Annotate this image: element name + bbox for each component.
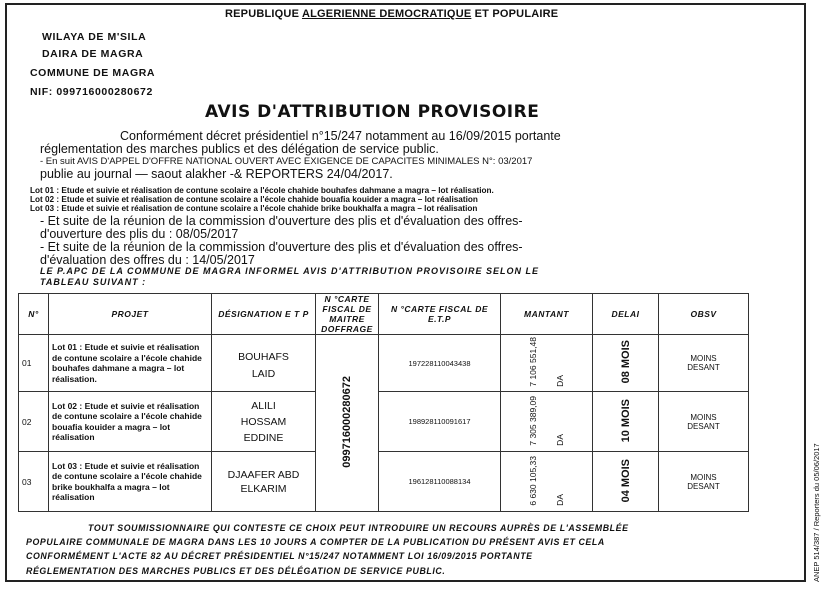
- designation-line-1: DJAAFER ABD: [227, 468, 300, 481]
- delai-value: 08 MOIS: [619, 340, 632, 384]
- currency-value: DA: [554, 493, 565, 506]
- intro-line-3: - En suit AVIS D'APPEL D'OFFRE NATIONAL OUVERT AVEC EXIGENCE DE CAPACITES MINIMALES N°: 03/2017: [40, 156, 533, 167]
- row-designation: [212, 392, 316, 452]
- row-montant: [501, 392, 593, 452]
- informs-line-1: LE P.APC DE LA COMMUNE DE MAGRA INFORMEL AVIS D'ATTRIBUTION PROVISOIRE SELON LE: [40, 266, 539, 276]
- currency-value: DA: [554, 375, 565, 387]
- obs-line-1: MOINS: [690, 354, 717, 363]
- obs-line-1: MOINS: [690, 472, 717, 482]
- row-delai: [593, 335, 659, 392]
- intro-line-1: Conformément décret présidentiel n°15/247 notamment au 16/09/2015 portante: [120, 129, 561, 143]
- table-row: [19, 392, 749, 452]
- row-designation: [212, 335, 316, 392]
- designation-line-1: BOUHAFS: [238, 351, 289, 363]
- republic-header: [225, 8, 558, 20]
- row-nif-etp: 196128110088134: [379, 452, 501, 512]
- row-projet: Lot 02 : Etude et suivie et réalisation de contune scolaire a l'école chahide bouafia kouider a magra – lot réalisation: [49, 392, 212, 452]
- row-obs: [659, 335, 749, 392]
- footer-line-4: RÉGLEMENTATION DES MARCHES PUBLICS ET DES DÉLÉGATION DE SERVICE PUBLIC.: [26, 566, 446, 576]
- republic-prefix: REPUBLIQUE: [225, 8, 302, 20]
- delai-value: 04 MOIS: [619, 458, 632, 503]
- meeting-line-4: d'évaluation des offres du : 14/05/2017: [40, 253, 255, 267]
- montant-value: 7 305 389,09: [528, 395, 539, 446]
- montant-value: 7 106 551,48: [528, 337, 539, 387]
- intro-line-4: publie au journal — saout alakher -& REPORTERS 24/04/2017.: [40, 167, 393, 181]
- row-num: 01: [19, 335, 49, 392]
- lot-summary-3: Lot 03 : Etude et suivie et réalisation de contune scolaire a l'école chahide brike boukhalfa a magra – lot réalisation: [30, 204, 478, 213]
- meeting-line-1: - Et suite de la réunion de la commission d'ouverture des plis et d'évaluation des offres-: [40, 214, 523, 228]
- daira-line: DAIRA DE MAGRA: [42, 48, 144, 60]
- nif-maitre-cell: [316, 335, 379, 512]
- table-row: [19, 335, 749, 392]
- designation-line-3: EDDINE: [243, 431, 284, 444]
- header-obs: OBSV: [659, 294, 749, 335]
- obs-line-2: DESANT: [687, 363, 720, 372]
- header-delai: DELAI: [593, 294, 659, 335]
- lot-summary-1: Lot 01 : Etude et suivie et réalisation de contune scolaire a l'école chahide bouhafes dahmane a magra – lot réalisation.: [30, 186, 494, 195]
- wilaya-line: WILAYA DE M'SILA: [42, 31, 147, 43]
- header-projet: PROJET: [49, 294, 212, 335]
- row-projet: Lot 03 : Etude et suivie et réalisation de contune scolaire a l'école chahide brike boukhalfa a magra – lot réalisation: [49, 452, 212, 512]
- row-delai: [593, 452, 659, 512]
- designation-line-2: LAID: [251, 368, 276, 380]
- row-nif-etp: 197228110043438: [379, 335, 501, 392]
- row-nif-etp: 198928110091617: [379, 392, 501, 452]
- informs-line-2: TABLEAU SUIVANT :: [40, 277, 147, 287]
- footer-line-3: CONFORMÉMENT L'ACTE 82 AU DÉCRET PRÉSIDENTIEL N°15/247 NOTAMMENT LOI 16/09/2015 PORTANTE: [26, 551, 533, 561]
- row-montant: [501, 335, 593, 392]
- row-designation: [212, 452, 316, 512]
- side-note: ANEP 514/387 / Reporters du 05/06/2017: [812, 443, 821, 582]
- lot-summary-2: Lot 02 : Etude et suivie et réalisation de contune scolaire a l'école chahide bouafia kouider a magra – lot réalisation: [30, 195, 478, 204]
- nif-maitre-value: 099716000280672: [341, 376, 353, 468]
- currency-value: DA: [554, 433, 565, 446]
- attribution-table: [18, 293, 749, 512]
- republic-underlined: ALGERIENNE DEMOCRATIQUE: [301, 8, 472, 20]
- row-projet: Lot 01 : Etude et suivie et réalisation de contune scolaire a l'école chahide bouhafes dahmane a magra – lot réalisation.: [49, 335, 212, 392]
- row-num: 03: [19, 452, 49, 512]
- row-montant: [501, 452, 593, 512]
- commune-line: COMMUNE DE MAGRA: [30, 67, 156, 79]
- table-header-row: [19, 294, 749, 335]
- intro-line-2: réglementation des marches publics et des délégation de service public.: [40, 142, 439, 156]
- meeting-line-3: - Et suite de la réunion de la commission d'ouverture des plis et d'évaluation des offres-: [40, 240, 523, 254]
- header-nif-etp: N °CARTE FISCAL DE E.T.P: [379, 294, 501, 335]
- designation-line-2: ELKARIM: [240, 482, 287, 495]
- designation-line-2: HOSSAM: [240, 415, 287, 428]
- obs-line-1: MOINS: [690, 412, 717, 422]
- obs-line-2: DESANT: [687, 421, 720, 431]
- footer-line-1: TOUT SOUMISSIONNAIRE QUI CONTESTE CE CHOIX PEUT INTRODUIRE UN RECOURS AUPRÈS DE L'ASSEMBLÉE: [88, 523, 629, 533]
- meeting-line-2: d'ouverture des plis du : 08/05/2017: [40, 227, 239, 241]
- table-row: [19, 452, 749, 512]
- header-montant: MANTANT: [501, 294, 593, 335]
- row-delai: [593, 392, 659, 452]
- row-obs: [659, 392, 749, 452]
- republic-suffix: ET POPULAIRE: [471, 8, 559, 20]
- obs-line-2: DESANT: [687, 481, 720, 491]
- header-num: N°: [19, 294, 49, 335]
- designation-line-1: ALILI: [251, 399, 276, 412]
- montant-value: 6 630 105,33: [528, 455, 539, 506]
- delai-value: 10 MOIS: [619, 398, 632, 443]
- footer-line-2: POPULAIRE COMMUNALE DE MAGRA DANS LES 10 JOURS A COMPTER DE LA PUBLICATION DU PRÉSENT AVIS ET CELA: [26, 537, 605, 547]
- header-designation: DÉSIGNATION E T P: [212, 294, 316, 335]
- header-nif-maitre: N °CARTE FISCAL DE MAITRE DOFFRAGE: [316, 294, 379, 335]
- nif-line: NIF: 099716000280672: [30, 86, 153, 98]
- row-num: 02: [19, 392, 49, 452]
- page-title: AVIS D'ATTRIBUTION PROVISOIRE: [205, 102, 540, 122]
- row-obs: [659, 452, 749, 512]
